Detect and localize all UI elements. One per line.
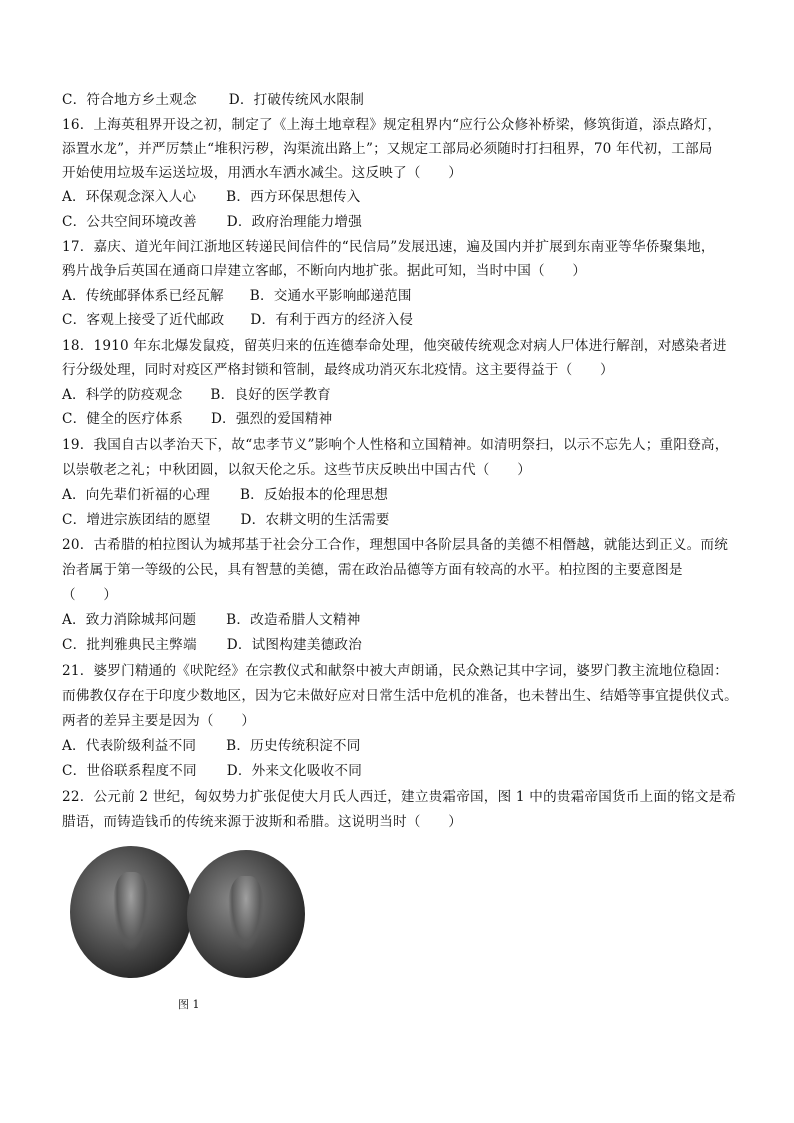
q16-stem-line3: 开始使用垃圾车运送垃圾，用洒水车洒水减尘。这反映了（ ） [62, 165, 463, 181]
q18-option-a[interactable]: A．科学的防疫观念 [62, 387, 183, 403]
q16-options-cd [62, 213, 738, 232]
q17-options-ab [62, 287, 738, 306]
q18-option-c[interactable]: C．健全的医疗体系 [62, 411, 183, 427]
q21-options-cd [62, 762, 738, 781]
q21-option-c[interactable]: C．世俗联系程度不同 [62, 763, 197, 779]
coin-reverse-image [187, 850, 305, 978]
q17-option-a[interactable]: A．传统邮驿体系已经瓦解 [62, 288, 224, 304]
q20-option-c[interactable]: C．批判雅典民主弊端 [62, 637, 197, 653]
q19-stem-line2: 以崇敬老之礼；中秋团圆，以叙天伦之乐。这些节庆反映出中国古代（ ） [62, 462, 531, 478]
q20-options-cd [62, 636, 738, 655]
q19-stem-line1: 19．我国自古以孝治天下，故“忠孝节义”影响个人性格和立国精神。如清明祭扫，以示不忘先人；重阳登高， [62, 437, 729, 453]
q19-option-b[interactable]: B．反始报本的伦理思想 [239, 487, 389, 503]
q17-options-cd [62, 311, 738, 330]
q18-option-d[interactable]: D．强烈的爱国精神 [210, 411, 333, 427]
q20-stem-line1: 20．古希腊的柏拉图认为城邦基于社会分工合作，理想国中各阶层具备的美德不相僭越，就能达到正义。而统 [62, 537, 728, 553]
q20-stem-line3: （ ） [62, 587, 118, 603]
q21-option-d[interactable]: D．外来文化吸收不同 [226, 763, 362, 779]
q19-options-cd [62, 511, 738, 530]
q21-stem-line2: 而佛教仅存在于印度少数地区，因为它未做好应对日常生活中危机的准备，也未替出生、结婚等事宜提供仪式。 [62, 688, 738, 704]
q15-options-cd [62, 91, 738, 110]
q19-options-ab [62, 486, 738, 505]
figure-1-coins [62, 838, 292, 1018]
q20-stem-line2: 治者属于第一等级的公民，具有智慧的美德，需在政治品德等方面有较高的水平。柏拉图的主要意图是 [62, 562, 683, 578]
q21-stem-line3: 两者的差异主要是因为（ ） [62, 713, 256, 729]
q18-stem-line2: 行分级处理，同时对疫区严格封锁和管制，最终成功消灭东北疫情。这主要得益于（ ） [62, 362, 614, 378]
q21-stem-line1: 21．婆罗门精通的《吠陀经》在宗教仪式和献祭中被大声朗诵，民众熟记其中字词，婆罗门教主流地位稳固： [62, 663, 728, 679]
q17-option-b[interactable]: B．交通水平影响邮递范围 [249, 288, 412, 304]
q18-option-b[interactable]: B．良好的医学教育 [210, 387, 331, 403]
q18-options-ab [62, 386, 738, 405]
q17-option-c[interactable]: C．客观上接受了近代邮政 [62, 312, 225, 328]
q16-options-ab [62, 188, 738, 207]
q17-stem-line1: 17．嘉庆、道光年间江浙地区转递民间信件的“民信局”发展迅速，遍及国内并扩展到东南亚等华侨聚集地， [62, 239, 715, 255]
q19-option-a[interactable]: A．向先辈们祈福的心理 [62, 487, 210, 503]
q18-options-cd [62, 410, 738, 429]
q20-option-a[interactable]: A．致力消除城邦问题 [62, 612, 197, 628]
q16-option-a[interactable]: A．环保观念深入人心 [62, 189, 197, 205]
q21-option-a[interactable]: A．代表阶级利益不同 [62, 738, 197, 754]
q15-option-d[interactable]: D．打破传统风水限制 [228, 92, 364, 108]
q22-stem-line2: 腊语，而铸造钱币的传统来源于波斯和希腊。这说明当时（ ） [62, 814, 463, 830]
q19-option-d[interactable]: D．农耕文明的生活需要 [240, 512, 390, 528]
figure-caption: 图 1 [178, 998, 200, 1011]
q20-options-ab [62, 611, 738, 630]
q18-stem-line1: 18．1910 年东北爆发鼠疫，留英归来的伍连德奉命处理，他突破传统观念对病人尸体进行解剖，对感染者进 [62, 338, 727, 354]
q17-option-d[interactable]: D．有利于西方的经济入侵 [250, 312, 414, 328]
coin-reverse-figure [228, 876, 263, 953]
coin-obverse-image [70, 846, 192, 978]
q16-stem-line1: 16．上海英租界开设之初，制定了《上海土地章程》规定租界内“应行公众修补桥梁，修筑街道，添点路灯， [62, 117, 722, 133]
q21-options-ab [62, 737, 738, 756]
q16-option-c[interactable]: C．公共空间环境改善 [62, 214, 197, 230]
coin-obverse-figure [113, 872, 150, 951]
q16-option-d[interactable]: D．政府治理能力增强 [226, 214, 362, 230]
q17-stem-line2: 鸦片战争后英国在通商口岸建立客邮，不断向内地扩张。据此可知，当时中国（ ） [62, 263, 587, 279]
q19-option-c[interactable]: C．增进宗族团结的愿望 [62, 512, 211, 528]
q22-stem-line1: 22．公元前 2 世纪，匈奴势力扩张促使大月氏人西迁，建立贵霜帝国，图 1 中的贵霜帝国货币上面的铭文是希 [62, 789, 737, 805]
q20-option-b[interactable]: B．改造希腊人文精神 [226, 612, 361, 628]
q16-stem-line2: 添置水龙”，并严厉禁止“堆积污秽，沟渠流出路上”；又规定工部局必须随时打扫租界，70 年代初，工部局 [62, 141, 713, 157]
q16-option-b[interactable]: B．西方环保思想传入 [226, 189, 361, 205]
q15-option-c[interactable]: C．符合地方乡土观念 [62, 92, 197, 108]
q21-option-b[interactable]: B．历史传统积淀不同 [226, 738, 361, 754]
q20-option-d[interactable]: D．试图构建美德政治 [226, 637, 362, 653]
